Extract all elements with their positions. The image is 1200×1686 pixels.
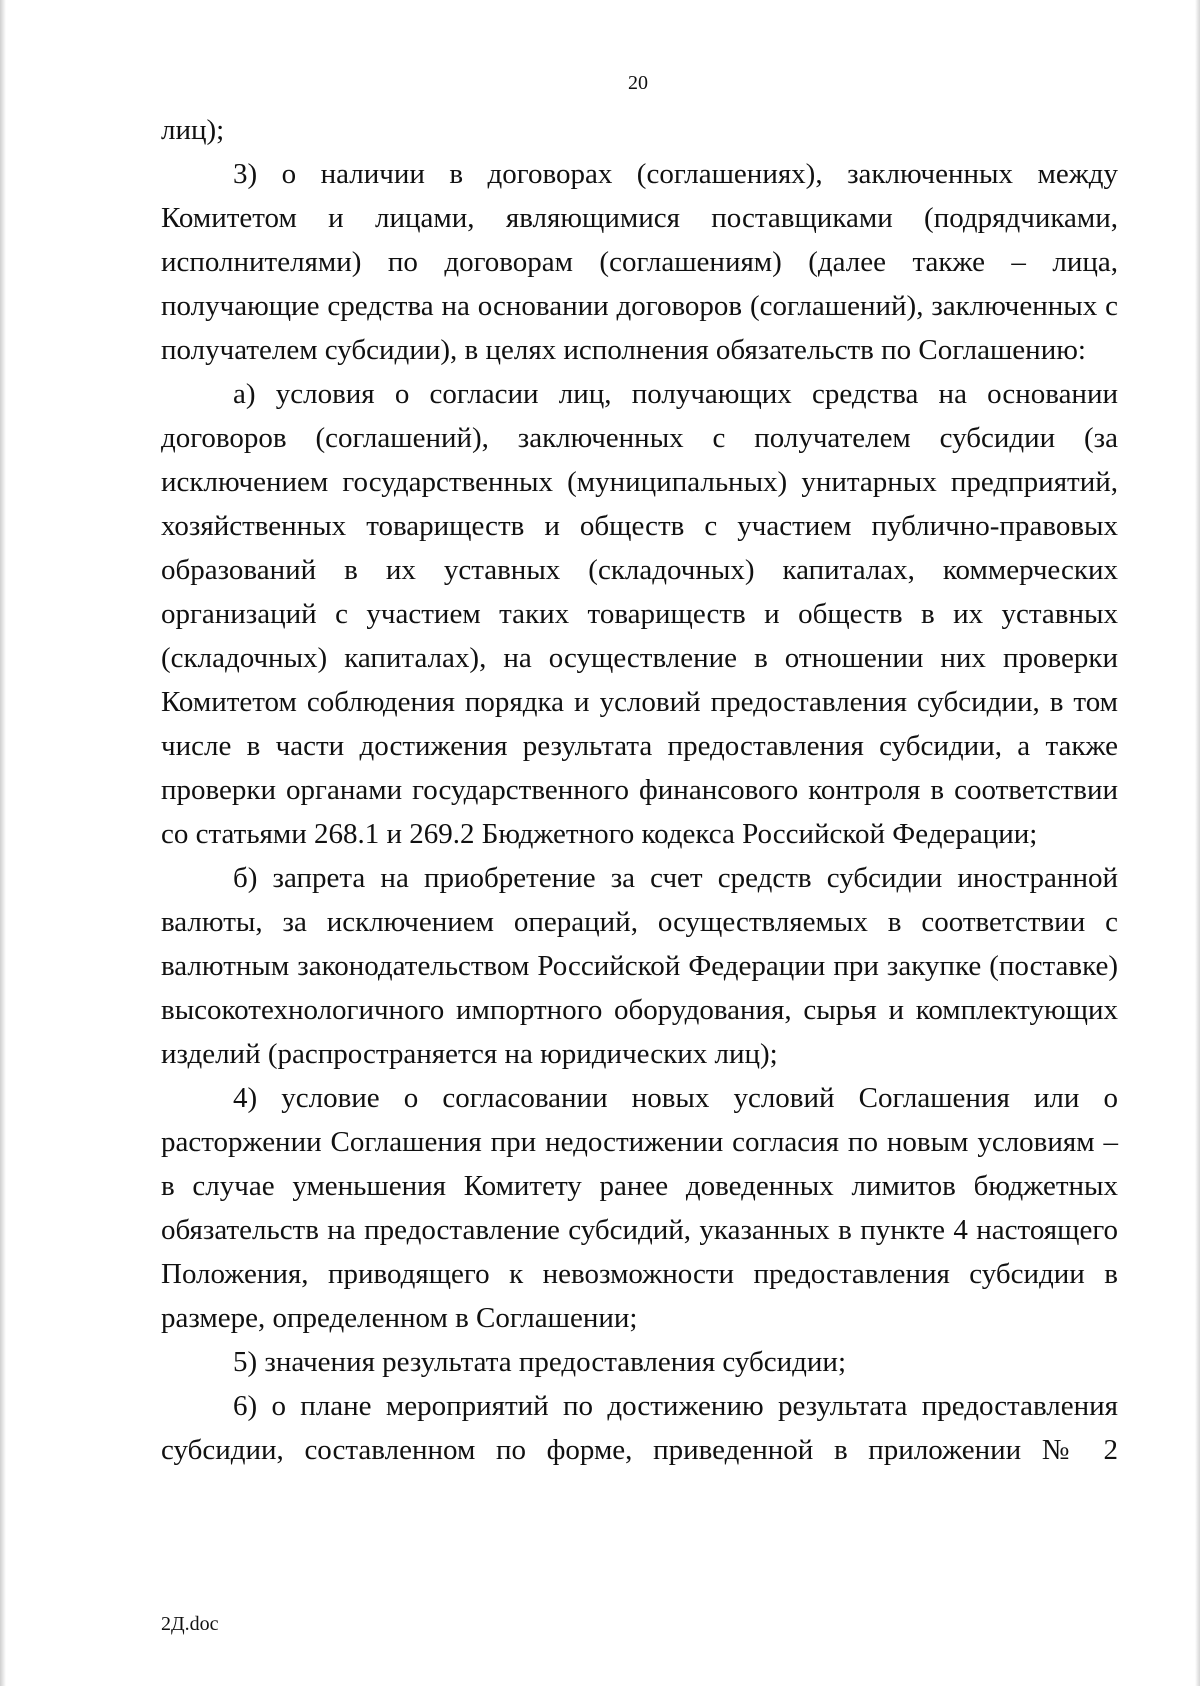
scan-edge-right xyxy=(1195,0,1200,1686)
paragraph-item-3: 3) о наличии в договорах (соглашениях), заключенных между Комитетом и лицами, являющимися поставщиками (подрядчиками, исполнителями) по договорам (соглашениям) (далее также – лица, получающие средства на основании договоров (соглашений), заключенных с получателем субсидии), в целях исполнения обязательств по Соглашению: xyxy=(161,158,1118,366)
paragraph-item-4: 4) условие о согласовании новых условий Соглашения или о расторжении Соглашения при недостижении согласия по новым условиям – в случае уменьшения Комитету ранее доведенных лимитов бюджетных обязательств на предоставление субсидий, указанных в пункте 4 настоящего Положения, приводящего к невозможности предоставления субсидии в размере, определенном в Соглашении; xyxy=(161,1082,1118,1334)
page-number: 20 xyxy=(628,72,648,94)
scan-edge-left xyxy=(0,0,6,1686)
footer-filename: 2Д.doc xyxy=(161,1613,219,1635)
paragraph-item-b: б) запрета на приобретение за счет средств субсидии иностранной валюты, за исключением операций, осуществляемых в соответствии с валютным законодательством Российской Федерации при закупке (поставке) высокотехнологичного импортного оборудования, сырья и комплектующих изделий (распространяется на юридических лиц); xyxy=(161,862,1118,1070)
document-body xyxy=(161,108,1118,1472)
paragraph-item-6: 6) о плане мероприятий по достижению результата предоставления субсидии, составленном по форме, приведенной в приложении № 2 xyxy=(161,1390,1118,1466)
paragraph-continuation: лиц); xyxy=(161,114,225,146)
paragraph-item-5: 5) значения результата предоставления субсидии; xyxy=(233,1346,847,1378)
paragraph-item-a: а) условия о согласии лиц, получающих средства на основании договоров (соглашений), заключенных с получателем субсидии (за исключением государственных (муниципальных) унитарных предприятий, хозяйственных товариществ и обществ с участием публично-правовых образований в их уставных (складочных) капиталах, коммерческих организаций с участием таких товариществ и обществ в их уставных (складочных) капиталах), на осуществление в отношении них проверки Комитетом соблюдения порядка и условий предоставления субсидии, в том числе в части достижения результата предоставления субсидии, а также проверки органами государственного финансового контроля в соответствии со статьями 268.1 и 269.2 Бюджетного кодекса Российской Федерации; xyxy=(161,378,1118,850)
